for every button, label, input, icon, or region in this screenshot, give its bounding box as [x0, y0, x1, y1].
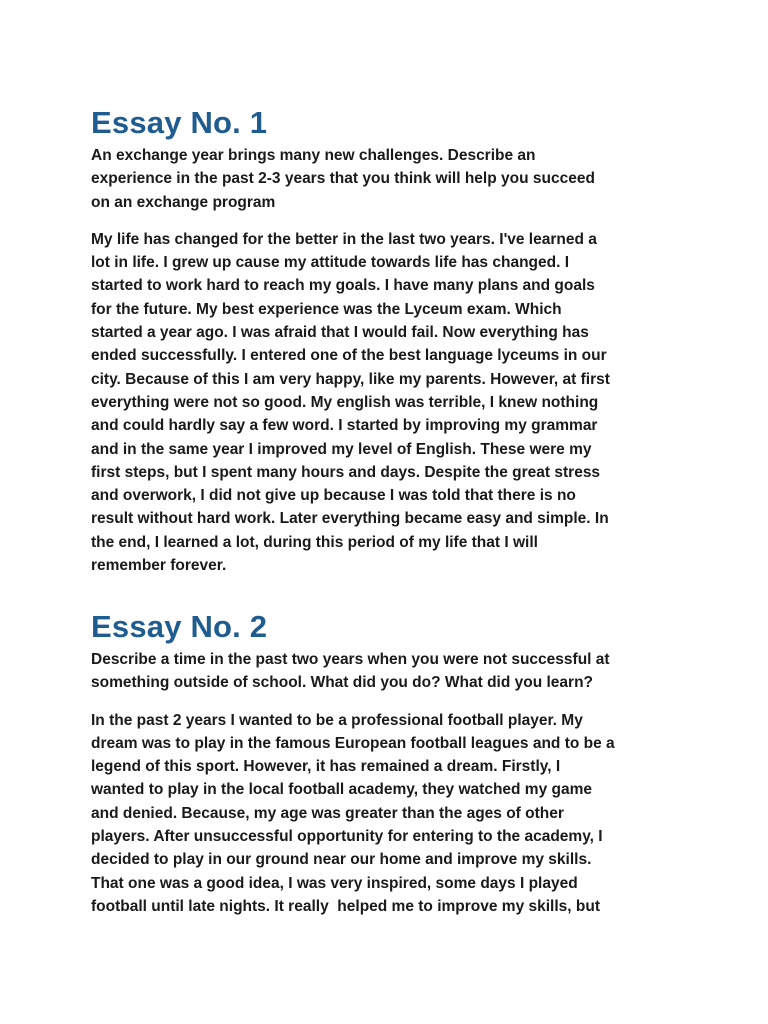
body-line: for the future. My best experience was the Lyceum exam. Which: [91, 300, 562, 318]
body-line: ended successfully. I entered one of the best language lyceums in our: [91, 347, 607, 365]
essay-body: [91, 709, 615, 919]
essay-title: Essay No. 1: [91, 105, 268, 140]
body-line: In the past 2 years I wanted to be a professional football player. My: [91, 711, 583, 729]
essay-section-1: [91, 104, 691, 577]
prompt-line: Describe a time in the past two years when you were not successful at: [91, 651, 610, 668]
body-line: That one was a good idea, I was very inspired, some days I played: [91, 874, 578, 892]
body-line: players. After unsuccessful opportunity for entering to the academy, I: [91, 828, 603, 846]
body-line: result without hard work. Later everything became easy and simple. In: [91, 510, 609, 528]
body-line: and could hardly say a few word. I started by improving my grammar: [91, 417, 598, 435]
prompt-line: An exchange year brings many new challenges. Describe an: [91, 147, 536, 164]
body-line: and denied. Because, my age was greater than the ages of other: [91, 804, 564, 822]
body-line: wanted to play in the local football academy, they watched my game: [91, 781, 593, 799]
body-line: dream was to play in the famous European football leagues and to be a: [91, 734, 615, 752]
document-page: [91, 104, 691, 915]
body-line: city. Because of this I am very happy, like my parents. However, at first: [91, 370, 610, 388]
essay-prompt: [91, 648, 615, 695]
prompt-line: something outside of school. What did you do? What did you learn?: [91, 674, 594, 692]
body-line: decided to play in our ground near our home and improve my skills.: [91, 851, 592, 869]
body-line: first steps, but I spent many hours and days. Despite the great stress: [91, 463, 601, 481]
essay-title: Essay No. 2: [91, 609, 268, 644]
body-line: remember forever.: [91, 557, 227, 575]
body-line: started a year ago. I was afraid that I would fail. Now everything has: [91, 324, 589, 342]
body-line: football until late nights. It really helped me to improve my skills, but: [91, 897, 601, 915]
prompt-line: experience in the past 2-3 years that you think will help you succeed: [91, 170, 595, 188]
body-line: started to work hard to reach my goals. I have many plans and goals: [91, 277, 595, 295]
prompt-line: on an exchange program: [91, 193, 276, 211]
essay-prompt: [91, 144, 691, 214]
body-line: lot in life. I grew up cause my attitude towards life has changed. I: [91, 254, 570, 272]
essay-section-2: [91, 608, 615, 918]
body-line: and in the same year I improved my level of English. These were my: [91, 440, 592, 458]
body-line: everything were not so good. My english was terrible, I knew nothing: [91, 393, 599, 411]
body-line: My life has changed for the better in the last two years. I've learned a: [91, 230, 597, 248]
body-line: the end, I learned a lot, during this period of my life that I will: [91, 533, 538, 551]
body-line: and overwork, I did not give up because I was told that there is no: [91, 487, 576, 505]
essay-body: [91, 228, 691, 577]
body-line: legend of this sport. However, it has remained a dream. Firstly, I: [91, 758, 561, 776]
